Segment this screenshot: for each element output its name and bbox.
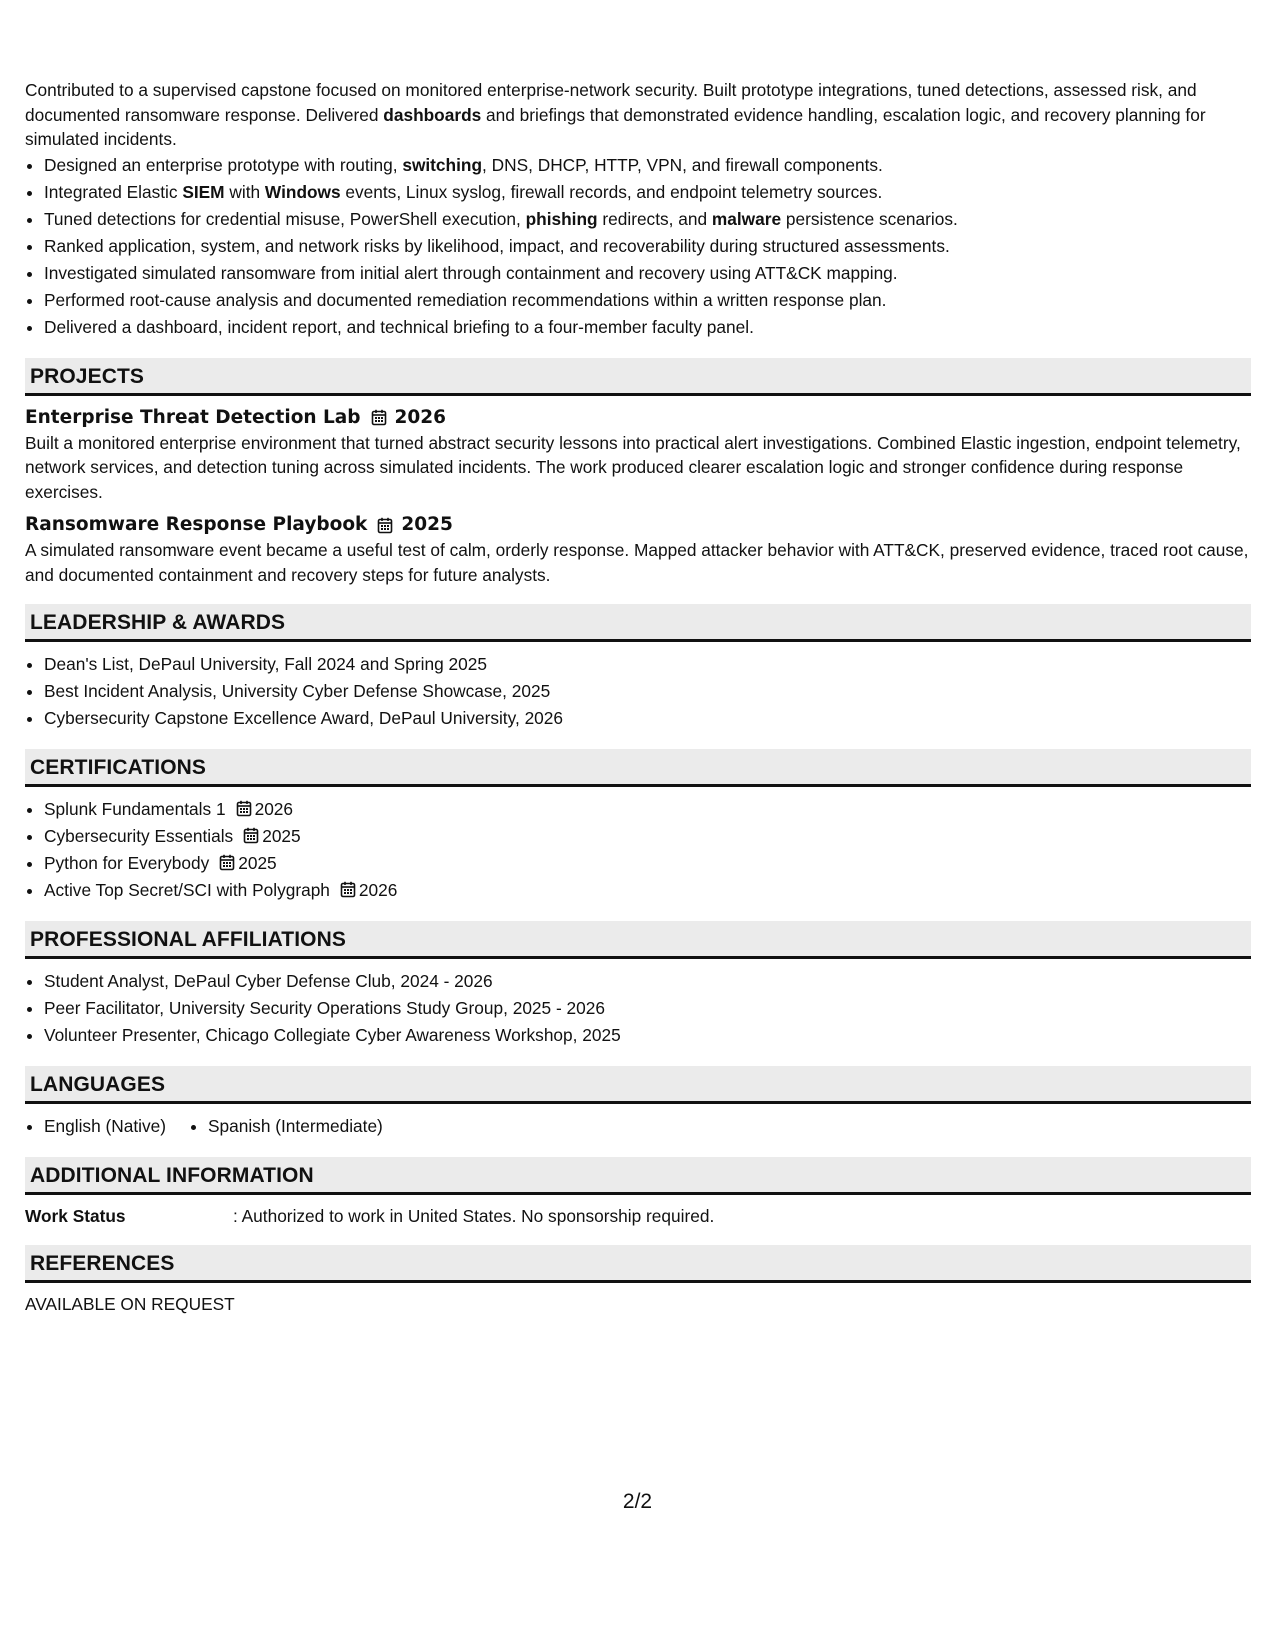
list-item: • Delivered a dashboard, incident report, and technical briefing to a four-member faculty panel. xyxy=(44,314,1251,341)
additional-info-heading: ADDITIONAL INFORMATION xyxy=(25,1157,1251,1195)
calendar-icon xyxy=(243,827,259,844)
references-heading: REFERENCES xyxy=(25,1245,1251,1283)
list-item: • Integrated Elastic SIEM with Windows events, Linux syslog, firewall records, and endpoint telemetry sources. xyxy=(44,179,1251,206)
list-item: • English (Native) xyxy=(44,1113,166,1140)
list-item: • Tuned detections for credential misuse, PowerShell execution, phishing redirects, and malware persistence scenarios. xyxy=(44,206,1251,233)
certifications-heading: CERTIFICATIONS xyxy=(25,749,1251,787)
list-item: • Dean's List, DePaul University, Fall 2024 and Spring 2025 xyxy=(44,651,1251,678)
certifications-list xyxy=(25,796,1251,904)
calendar-icon xyxy=(219,854,235,871)
calendar-icon xyxy=(377,517,393,534)
affiliations-heading: PROFESSIONAL AFFILIATIONS xyxy=(25,921,1251,959)
capstone-bullets xyxy=(25,152,1251,341)
list-item: • Active Top Secret/SCI with Polygraph 2026 xyxy=(44,877,1251,904)
languages-list xyxy=(25,1113,1251,1140)
project-description: Built a monitored enterprise environment that turned abstract security lessons into practical alert investigations. Combined Elastic ingestion, endpoint telemetry, network services, and detection tuning across simulated incidents. The work produced clearer escalation logic and stronger confidence during response exercises. xyxy=(25,432,1241,502)
list-item: • Splunk Fundamentals 1 2026 xyxy=(44,796,1251,823)
list-item: • Best Incident Analysis, University Cyber Defense Showcase, 2025 xyxy=(44,678,1251,705)
project-year: 2025 xyxy=(401,514,453,535)
calendar-icon xyxy=(340,881,356,898)
list-item: • Cybersecurity Essentials 2025 xyxy=(44,823,1251,850)
calendar-icon xyxy=(236,800,252,817)
list-item: • Cybersecurity Capstone Excellence Award, DePaul University, 2026 xyxy=(44,705,1251,732)
list-item: • Peer Facilitator, University Security Operations Study Group, 2025 - 2026 xyxy=(44,995,1251,1022)
project-title: Enterprise Threat Detection Lab 2026 xyxy=(25,405,1251,431)
list-item: • Volunteer Presenter, Chicago Collegiate Cyber Awareness Workshop, 2025 xyxy=(44,1022,1251,1049)
page-number: 2/2 xyxy=(622,1490,653,1513)
capstone-summary: Contributed to a supervised capstone focused on monitored enterprise-network security. Built prototype integrations, tuned detections, assessed risk, and documented ransomware response. Delivered dashboards and briefings that demonstrated evidence handling, escalation logic, and recovery planning for simulated incidents. xyxy=(25,80,1206,149)
leadership-list xyxy=(25,651,1251,732)
project-title: Ransomware Response Playbook 2025 xyxy=(25,512,1251,538)
affiliations-list xyxy=(25,968,1251,1049)
list-item: • Ranked application, system, and network risks by likelihood, impact, and recoverability during structured assessments. xyxy=(44,233,1251,260)
languages-heading: LANGUAGES xyxy=(25,1066,1251,1104)
references-text: AVAILABLE ON REQUEST xyxy=(25,1294,235,1314)
list-item: • Performed root-cause analysis and documented remediation recommendations within a written response plan. xyxy=(44,287,1251,314)
leadership-heading: LEADERSHIP & AWARDS xyxy=(25,604,1251,642)
list-item: • Investigated simulated ransomware from initial alert through containment and recovery using ATT&CK mapping. xyxy=(44,260,1251,287)
project-description: A simulated ransomware event became a useful test of calm, orderly response. Mapped attacker behavior with ATT&CK, preserved evidence, traced root cause, and documented containment and recovery steps for future analysts. xyxy=(25,540,1249,585)
work-status-row xyxy=(25,1204,1251,1228)
work-status-label: Work Status xyxy=(25,1206,126,1226)
list-item: • Student Analyst, DePaul Cyber Defense Club, 2024 - 2026 xyxy=(44,968,1251,995)
list-item: • Designed an enterprise prototype with routing, switching, DNS, DHCP, HTTP, VPN, and firewall components. xyxy=(44,152,1251,179)
projects-heading: PROJECTS xyxy=(25,358,1251,396)
resume-page xyxy=(25,78,1251,1317)
calendar-icon xyxy=(371,409,387,426)
list-item: • Spanish (Intermediate) xyxy=(208,1113,383,1140)
work-status-value: : Authorized to work in United States. No sponsorship required. xyxy=(233,1206,715,1226)
list-item: • Python for Everybody 2025 xyxy=(44,850,1251,877)
project-year: 2026 xyxy=(394,406,447,428)
